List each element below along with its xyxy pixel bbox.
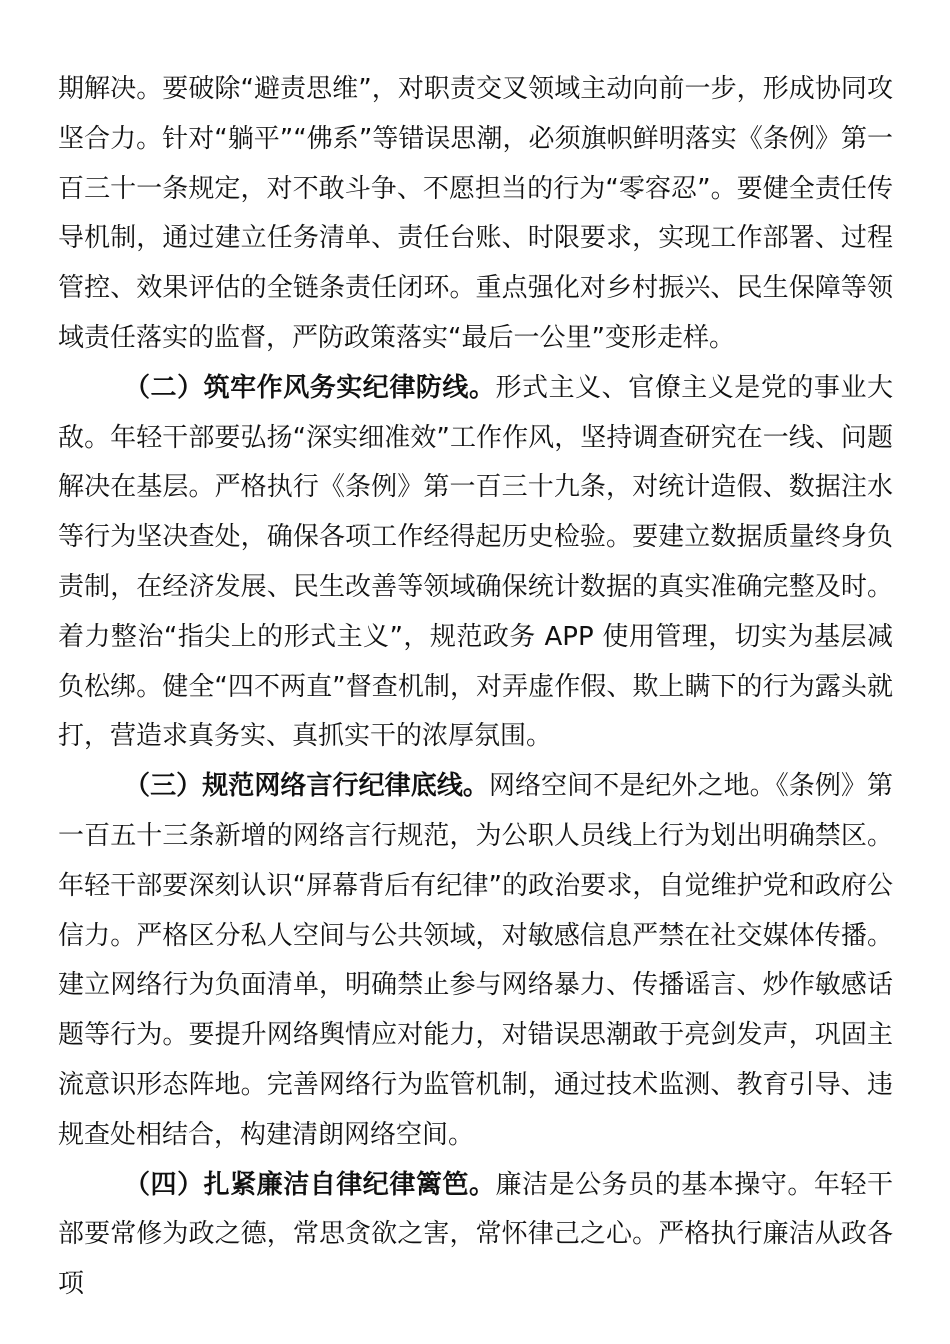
paragraph-section-4 xyxy=(58,1161,893,1310)
section-heading: （三）规范网络言行纪律底线。 xyxy=(124,771,489,802)
paragraph-text: 形式主义、官僚主义是党的事业大敌。年轻干部要弘扬“深实细准效”工作作风，坚持调查研究在一线、问题解决在基层。严格执行《条例》第一百三十九条，对统计造假、数据注水等行为坚决查处，确保各项工作经得起历史检验。要建立数据质量终身负责制，在经济发展、民生改善等领域确保统计数据的真实准确完整及时。着力整治“指尖上的形式主义”，规范政务 APP 使用管理，切实为基层减负松绑。健全“四不两直”督查机制，对弄虚作假、欺上瞒下的行为露头就打，营造求真务实、真抓实干的浓厚氛围。 xyxy=(58,372,893,752)
paragraph-text: 期解决。要破除“避责思维”，对职责交叉领域主动向前一步，形成协同攻坚合力。针对“躺平”“佛系”等错误思潮，必须旗帜鲜明落实《条例》第一百三十一条规定，对不敢斗争、不愿担当的行为“零容忍”。要健全责任传导机制，通过建立任务清单、责任台账、时限要求，实现工作部署、过程管控、效果评估的全链条责任闭环。重点强化对乡村振兴、民生保障等领域责任落实的监督，严防政策落实“最后一公里”变形走样。 xyxy=(58,74,893,353)
section-heading: （四）扎紧廉洁自律纪律篱笆。 xyxy=(124,1169,496,1200)
paragraph-section-3 xyxy=(58,762,893,1160)
document-body xyxy=(58,65,893,1310)
paragraph-section-2 xyxy=(58,364,893,762)
paragraph-text: 廉洁是公务员的基本操守。年轻干部要常修为政之德，常思贪欲之害，常怀律己之心。严格执行廉洁从政各项 xyxy=(58,1169,893,1300)
section-heading: （二）筑牢作风务实纪律防线。 xyxy=(124,372,496,403)
paragraph-text: 网络空间不是纪外之地。《条例》第一百五十三条新增的网络言行规范，为公职人员线上行为划出明确禁区。年轻干部要深刻认识“屏幕背后有纪律”的政治要求，自觉维护党和政府公信力。严格区分私人空间与公共领域，对敏感信息严禁在社交媒体传播。建立网络行为负面清单，明确禁止参与网络暴力、传播谣言、炒作敏感话题等行为。要提升网络舆情应对能力，对错误思潮敢于亮剑发声，巩固主流意识形态阵地。完善网络行为监管机制，通过技术监测、教育引导、违规查处相结合，构建清朗网络空间。 xyxy=(58,771,893,1150)
paragraph-continuation xyxy=(58,65,893,364)
